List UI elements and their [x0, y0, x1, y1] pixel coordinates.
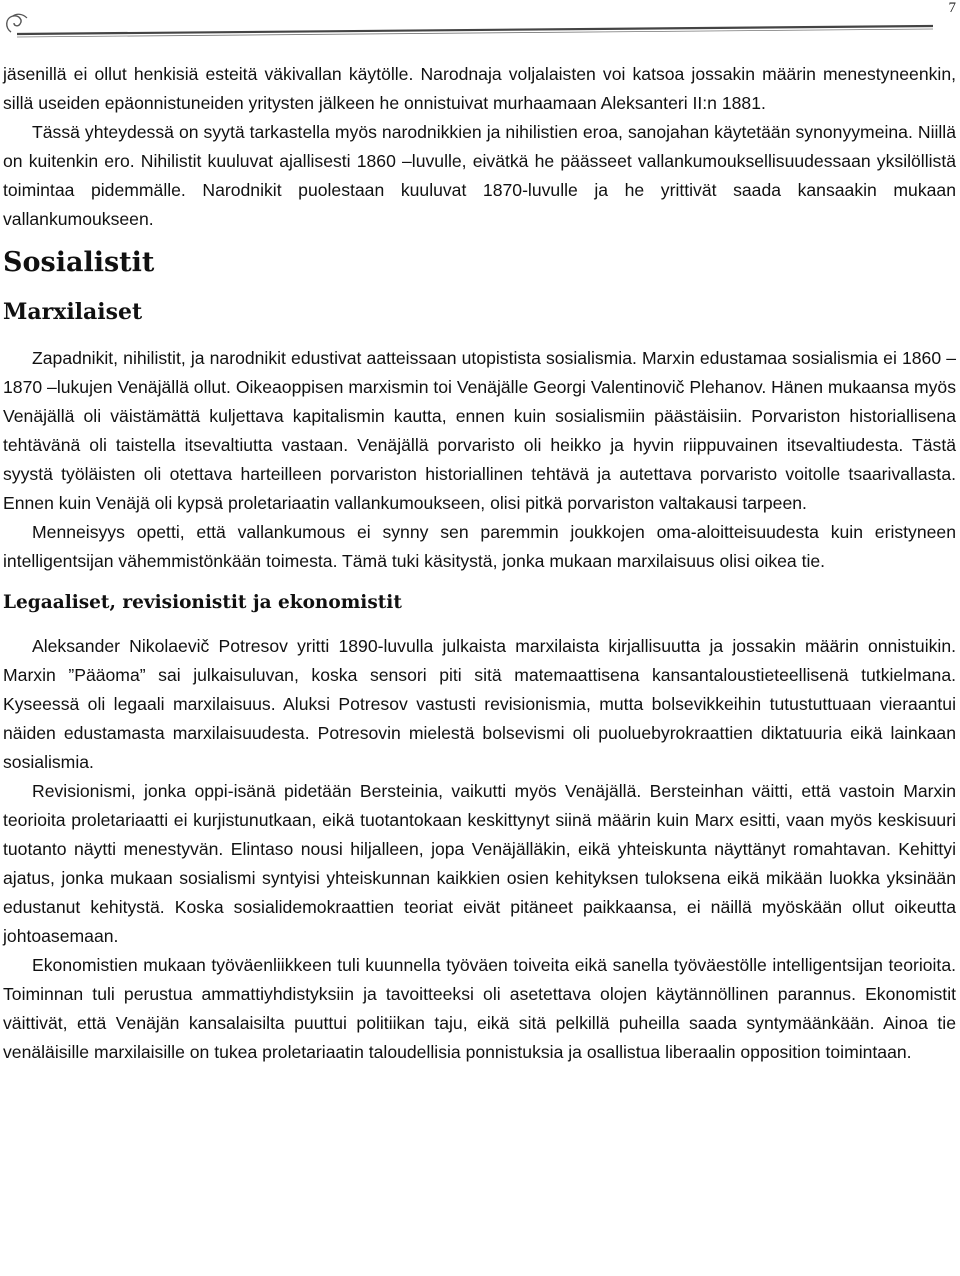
paragraph-ekonomistit: Ekonomistien mukaan työväenliikkeen tuli kuunnella työväen toiveita eikä sanella työväestölle intelligentsijan teorioita. Toiminnan tuli perustua ammattiyhdistyksiin ja tavoitteeksi oli asetettava olojen käytännöllinen parannus. Ekonomistit väittivät, että Venäjän kansalaisilta puuttui politiikan taju, eikä sitä pelkillä puheilla saada syntymäänkään. Ainoa tie venäläisille marxilaisille on tukea proletariaatin taloudellisia ponnistuksia ja osallistua liberaalin opposition toimintaan.	[3, 955, 956, 1062]
paragraph-marxilaiset: Zapadnikit, nihilistit, ja narodnikit edustivat aatteissaan utopistista sosialismia. Marxin edustamaa sosialismia ei 1860 – 1870 –lukujen Venäjällä ollut. Oikeaoppisen marxismin toi Venäjälle Georgi Valentinovič Plehanov. Hänen mukaansa myös Venäjällä oli väistämättä kuljettava kapitalismin kautta, ennen kuin sosialismiin päästäisiin. Porvariston historiallisena tehtävänä oli taistella itsevaltiutta vastaan. Venäjällä porvaristo oli heikko ja hyvin riippuvainen itsevaltiudesta. Tästä syystä työläisten oli otettava harteilleen porvariston historiallinen tehtävä ja autettava porvaristo voitolle tsaarivallasta. Ennen kuin Venäjä oli kypsä proletariaatin vallankumoukseen, olisi pitkä porvariston valtakausi tarpeen.	[3, 348, 956, 513]
heading-marxilaiset: Marxilaiset	[3, 299, 143, 325]
paragraph-menneisyys: Menneisyys opetti, että vallankumous ei synny sen paremmin joukkojen oma-aloitteisuudesta kuin eristyneen intelligentsijan vähemmistönkään toimesta. Tämä tuki käsitystä, jonka mukaan marxilaisuus olisi oikea tie.	[3, 522, 956, 571]
paragraph-revisionismi: Revisionismi, jonka oppi-isänä pidetään Bersteinia, vaikutti myös Venäjällä. Bersteinhan väitti, että vastoin Marxin teorioita proletariaatti ei kurjistunutkaan, eikä tuotantokaan keskittynyt siinä määrin kuin Marx esitti, vaan myös keskisuuri tuotanto näytti menestyvän. Elintaso nousi hiljalleen, jopa Venäjälläkin, eikä yhteiskunta näyttänyt romahtavan. Kehittyi ajatus, jonka mukaan sosialismi syntyisi yhteiskunnan kaikkien osien kehityksen tuloksena eikä mikään luokka yksinään edustanut kehitystä. Koska sosialidemokraattien teoriat eivät pitäneet paikkaansa, ei näillä myöskään ollut oikeutta johtoasemaan.	[3, 781, 956, 946]
paragraph-nihilists: Tässä yhteydessä on syytä tarkastella myös narodnikkien ja nihilistien eroa, sanojahan käytetään synonyymeina. Niillä on kuitenkin ero. Nihilistit kuuluvat ajallisesti 1860 –luvulle, eivätkä he päässeet vallankumouksellisuudessaan yksilöllistä toimintaa pidemmälle. Narodnikit puolestaan kuuluvat 1870-luvulle ja he yrittivät saada kansaakin mukaan vallankumoukseen.	[3, 122, 956, 229]
page-number: 7	[948, 0, 956, 16]
page-content	[3, 60, 956, 1067]
header-ornament	[3, 10, 940, 42]
paragraph-intro: jäsenillä ei ollut henkisiä esteitä väkivallan käytölle. Narodnaja voljalaisten voi katsoa jossakin määrin menestyneenkin, sillä useiden epäonnistuneiden yritysten jälkeen he onnistuivat murhaamaan Aleksanteri II:n 1881.	[3, 64, 956, 113]
heading-sosialistit: Sosialistit	[3, 247, 155, 278]
heading-legaaliset: Legaaliset, revisionistit ja ekonomistit	[3, 592, 402, 613]
paragraph-potresov: Aleksander Nikolaevič Potresov yritti 1890-luvulla julkaista marxilaista kirjallisuutta ja jossakin määrin onnistuikin. Marxin ”Pääoma” sai julkaisuluvan, koska sensori piti sitä matemaattisena kansantaloustieteellisenä tutkielmana. Kyseessä oli legaali marxilaisuus. Aluksi Potresov vastusti revisionismia, mutta bolsevikkeihin tutustuttuaan vieraantui näiden edustamasta marxilaisuudesta. Potresovin mielestä bolsevismi oli puoluebyrokraattien diktatuuria eikä lainkaan sosialismia.	[3, 636, 956, 772]
